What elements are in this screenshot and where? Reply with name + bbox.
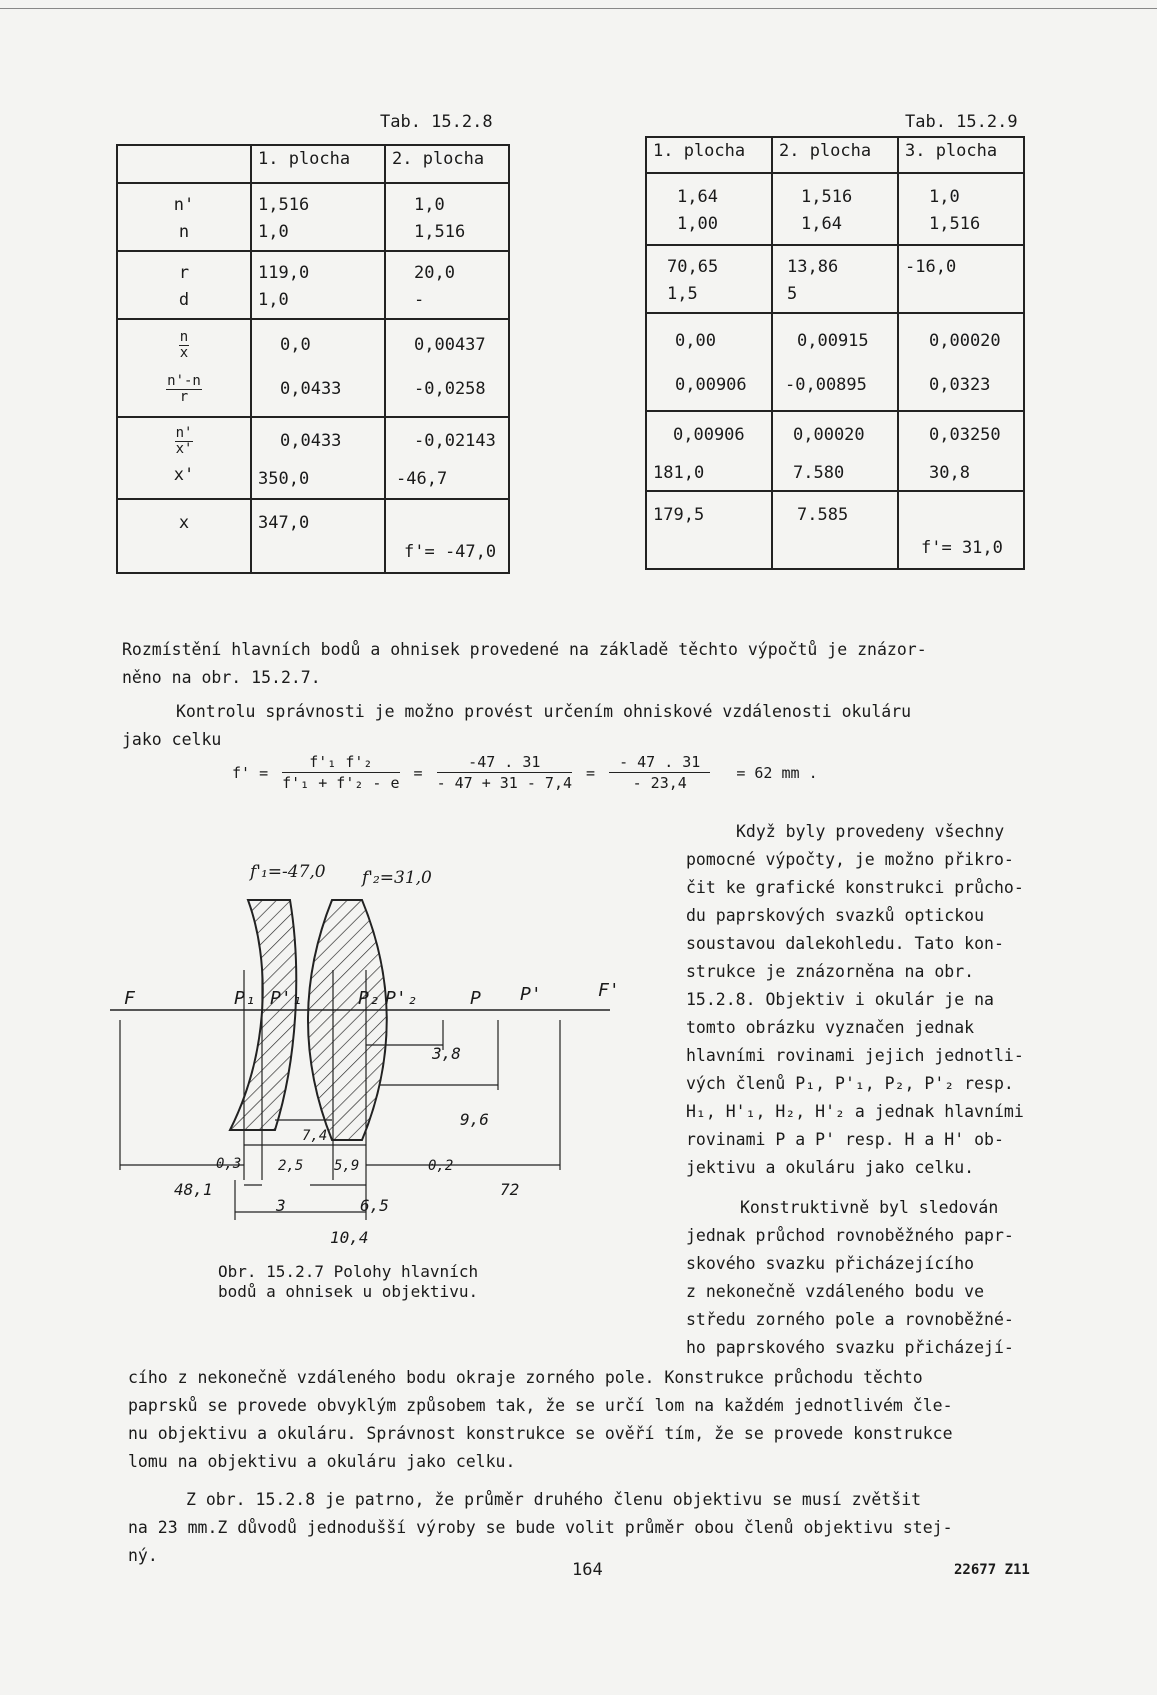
figure-caption-line1: Obr. 15.2.7 Polohy hlavních bbox=[218, 1262, 479, 1281]
table-row: x 347,0 f'= -47,0 bbox=[117, 499, 509, 573]
focal-length-formula: f' = $\frac{\text{f'₁ f'₂}}{\text{f'₁ + f'₂ - e}}$ = $\frac{-47 . 31}{- 47 + 31 - 7,4}$ = $\frac{- 47 . 31}{- 23,4}$ = 62 mm . bbox=[232, 753, 818, 792]
table-row: 0,00906 181,0 0,00020 7.580 0,03250 30,8 bbox=[646, 411, 1024, 491]
table-row: 70,65 1,5 13,86 5 -16,0 bbox=[646, 245, 1024, 313]
axis-label-F: F bbox=[124, 988, 135, 1009]
body-line: cího z nekonečně vzdáleného bodu okraje zorného pole. Konstrukce průchodu těchto bbox=[128, 1368, 923, 1387]
fraction-np-over-xp: $\frac{n'}{x'}$ bbox=[175, 424, 193, 457]
body-line: na 23 mm.Z důvodů jednodušší výroby se bude volit průměr obou členů objektivu stej- bbox=[128, 1518, 953, 1537]
right-col-line: rovinami P a P' resp. H a H' ob- bbox=[686, 1130, 1004, 1149]
table-row: 1,64 1,00 1,516 1,64 1,0 1,516 bbox=[646, 173, 1024, 245]
right-col-line: strukce je znázorněna na obr. bbox=[686, 962, 975, 981]
right-col-line: pomocné výpočty, je možno přikro- bbox=[686, 850, 1014, 869]
dim-7-4: 7,4 bbox=[302, 1128, 328, 1144]
right-col-line: hlavními rovinami jejich jednotli- bbox=[686, 1046, 1024, 1065]
right-col-line: soustavou dalekohledu. Tato kon- bbox=[686, 934, 1004, 953]
print-code: 22677 Z11 bbox=[954, 1562, 1030, 1578]
dim-0-2: 0,2 bbox=[428, 1158, 454, 1174]
dim-9-6: 9,6 bbox=[460, 1110, 489, 1129]
page-number: 164 bbox=[572, 1560, 603, 1580]
dim-3-8: 3,8 bbox=[432, 1044, 461, 1063]
dim-48-1: 48,1 bbox=[174, 1180, 213, 1199]
figure-caption-line2: bodů a ohnisek u objektivu. bbox=[218, 1282, 479, 1301]
right-col-line: tomto obrázku vyznačen jednak bbox=[686, 1018, 975, 1037]
right-col-line: 15.2.8. Objektiv i okulár je na bbox=[686, 990, 994, 1009]
table-row: r d 119,0 1,0 20,0 - bbox=[117, 251, 509, 319]
axis-label-P: P bbox=[470, 988, 481, 1009]
right-col-line: z nekonečně vzdáleného bodu ve bbox=[686, 1282, 985, 1301]
fraction-n-over-x: $\frac{n}{x}$ bbox=[179, 328, 189, 361]
table2-header-row bbox=[646, 137, 1024, 173]
table-row: 179,5 7.585 f'= 31,0 bbox=[646, 491, 1024, 569]
body-line: paprsků se provede obvyklým způsobem tak, že se určí lom na každém jednotlivém čle- bbox=[128, 1396, 953, 1415]
table1-caption: Tab. 15.2.8 bbox=[380, 112, 493, 132]
dim-10-4: 10,4 bbox=[330, 1228, 369, 1247]
right-col-line: vých členů P₁, P'₁, P₂, P'₂ resp. bbox=[686, 1074, 1014, 1093]
table2-header: 3. plocha bbox=[905, 141, 998, 161]
top-rule bbox=[0, 8, 1157, 9]
body-line: lomu na objektivu a okuláru jako celku. bbox=[128, 1452, 516, 1471]
axis-label-P1p: P'₁ bbox=[270, 988, 303, 1009]
right-col-line: Když byly provedeny všechny bbox=[736, 822, 1005, 841]
right-col-line: H₁, H'₁, H₂, H'₂ a jednak hlavními bbox=[686, 1102, 1024, 1121]
fraction-dn-over-r: $\frac{n'-n}{r}$ bbox=[167, 372, 201, 405]
para1-line1: Rozmístění hlavních bodů a ohnisek provedené na základě těchto výpočtů je znázor- bbox=[122, 640, 927, 659]
dim-0-3: 0,3 bbox=[216, 1156, 242, 1172]
table2-header: 2. plocha bbox=[779, 141, 872, 161]
dim-72: 72 bbox=[500, 1180, 520, 1199]
label-f2: f'₂=31,0 bbox=[362, 868, 432, 888]
table1-header: 1. plocha bbox=[258, 149, 351, 169]
table2-caption: Tab. 15.2.9 bbox=[905, 112, 1018, 132]
positive-lens bbox=[308, 900, 387, 1140]
table-row: n' n 1,516 1,0 1,0 1,516 bbox=[117, 183, 509, 251]
right-col-line: skového svazku přicházejícího bbox=[686, 1254, 975, 1273]
axis-label-Pp: P' bbox=[520, 984, 542, 1005]
axis-label-P2: P₂ bbox=[358, 988, 380, 1009]
table1-header-row bbox=[117, 145, 509, 183]
negative-lens bbox=[230, 900, 296, 1130]
right-col-line: Konstruktivně byl sledován bbox=[740, 1198, 999, 1217]
axis-label-P1: P₁ bbox=[234, 988, 256, 1009]
table-15-2-9 bbox=[645, 136, 1025, 570]
right-col-line: čit ke grafické konstrukci průcho- bbox=[686, 878, 1024, 897]
para1-line2: něno na obr. 15.2.7. bbox=[122, 668, 321, 687]
right-col-line: jektivu a okuláru jako celku. bbox=[686, 1158, 975, 1177]
body-line: ný. bbox=[128, 1546, 158, 1565]
dim-5-9: 5,9 bbox=[334, 1158, 360, 1174]
body-line: Z obr. 15.2.8 je patrno, že průměr druhého členu objektivu se musí zvětšit bbox=[186, 1490, 922, 1509]
right-col-line: středu zorného pole a rovnoběžné- bbox=[686, 1310, 1014, 1329]
dim-3: 3 bbox=[276, 1196, 286, 1215]
right-col-line: du paprskových svazků optickou bbox=[686, 906, 985, 925]
dim-6-5: 6,5 bbox=[360, 1196, 389, 1215]
para2-line1: Kontrolu správnosti je možno provést určením ohniskové vzdálenosti okuláru bbox=[176, 702, 912, 721]
right-col-line: jednak průchod rovnoběžného papr- bbox=[686, 1226, 1014, 1245]
table-row: 0,00 0,00906 0,00915 -0,00895 0,00020 0,0323 bbox=[646, 313, 1024, 411]
axis-label-Fp: F' bbox=[598, 980, 620, 1001]
body-line: nu objektivu a okuláru. Správnost konstrukce se ověří tím, že se provede konstrukce bbox=[128, 1424, 953, 1443]
table-15-2-8 bbox=[116, 144, 510, 574]
right-col-line: ho paprskového svazku přicházejí- bbox=[686, 1338, 1014, 1357]
axis-label-P2p: P'₂ bbox=[385, 988, 418, 1009]
table-row: $\frac{n'}{x'}$ x' 0,0433 350,0 -0,02143 -46,7 bbox=[117, 417, 509, 499]
dim-2-5: 2,5 bbox=[278, 1158, 304, 1174]
table2-header: 1. plocha bbox=[653, 141, 746, 161]
table1-header: 2. plocha bbox=[392, 149, 485, 169]
para2-line2: jako celku bbox=[122, 730, 222, 749]
label-f1: f'₁=-47,0 bbox=[250, 862, 326, 882]
table-row: $\frac{n}{x}$ $\frac{n'-n}{r}$ 0,0 0,0433 0,00437 -0,0258 bbox=[117, 319, 509, 417]
